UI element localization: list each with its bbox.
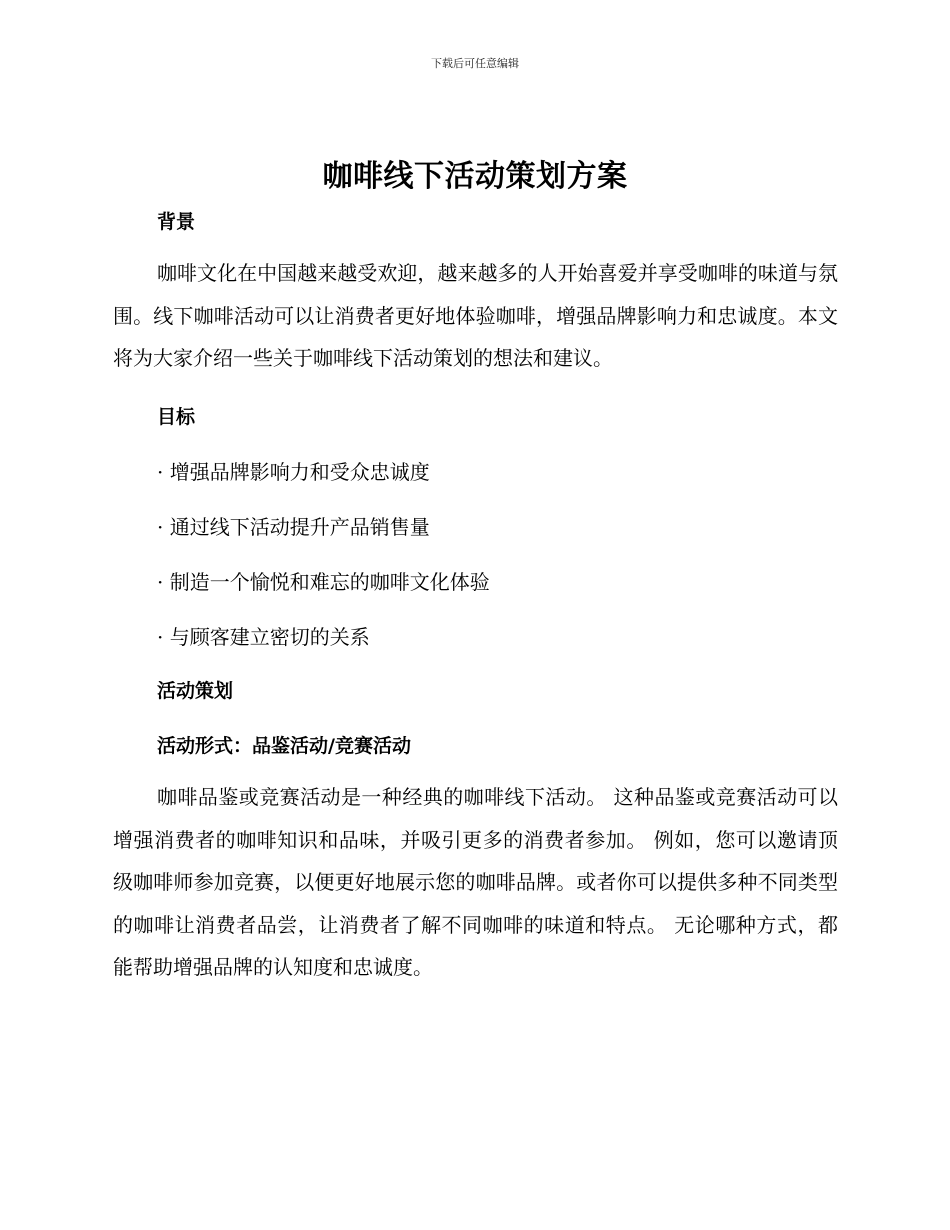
goal-item: · 增强品牌影响力和受众忠诚度 [157,460,430,484]
document-title: 咖啡线下活动策划方案 [322,159,628,194]
subheading-activity-format: 活动形式：品鉴活动/竞赛活动 [157,735,411,757]
goal-item: · 与顾客建立密切的关系 [157,625,370,649]
heading-planning: 活动策划 [157,680,234,702]
heading-goals: 目标 [157,406,196,428]
paragraph-activity-format: 咖啡品鉴或竞赛活动是一种经典的咖啡线下活动。 这种品鉴或竞赛活动可以增强消费者的咖啡知识和品味，并吸引更多的消费者参加。 例如，您可以邀请顶级咖啡师参加竞赛，以便更好地展示您的咖啡品牌。或者你可以提供多种不同类型的咖啡让消费者品尝，让消费者了解不同咖啡的味道和特点。 无论哪种方式，都能帮助增强品牌的认知度和忠诚度。 [113,785,838,979]
heading-background: 背景 [157,211,196,233]
goal-item: · 制造一个愉悦和难忘的咖啡文化体验 [157,570,490,594]
goal-item: · 通过线下活动提升产品销售量 [157,515,430,539]
page-header-note: 下载后可任意编辑 [431,57,519,70]
paragraph-background: 咖啡文化在中国越来越受欢迎，越来越多的人开始喜爱并享受咖啡的味道与氛围。线下咖啡活动可以让消费者更好地体验咖啡，增强品牌影响力和忠诚度。本文将为大家介绍一些关于咖啡线下活动策划的想法和建议。 [113,261,838,370]
